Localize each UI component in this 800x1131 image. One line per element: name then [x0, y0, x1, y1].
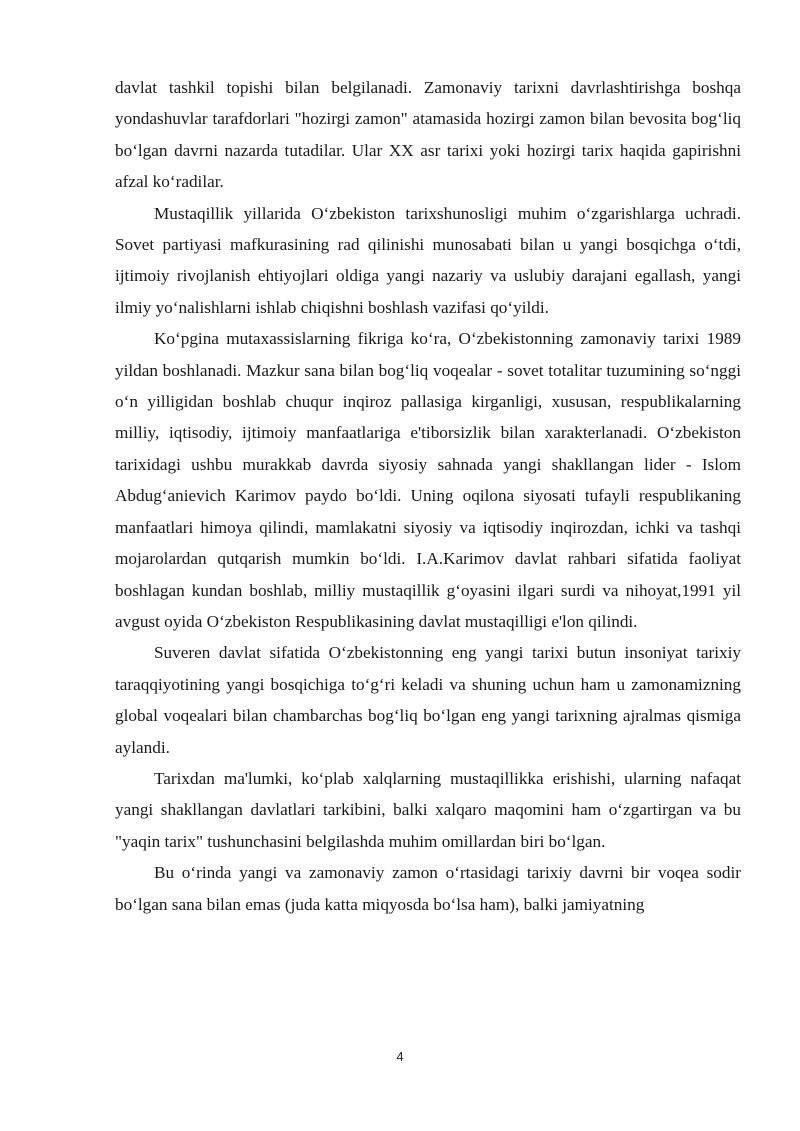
body-text — [115, 72, 741, 920]
paragraph-5: Tarixdan ma'lumki, ko‘plab xalqlarning mustaqillikka erishishi, ularning nafaqat yangi shakllangan davlatlari tarkibini, balki xalqaro maqomini ham o‘zgartirgan va bu "yaqin tarix" tushunchasini belgilashda muhim omillardan biri bo‘lgan. — [115, 768, 741, 851]
page-number: 4 — [396, 1049, 404, 1064]
paragraph-4: Suveren davlat sifatida O‘zbekistonning eng yangi tarixi butun insoniyat tarixiy taraqqiyotining yangi bosqichiga to‘g‘ri keladi va shuning uchun ham u zamonamizning global voqealari bilan chambarchas bog‘liq bo‘lgan eng yangi tarixning ajralmas qismiga aylandi. — [115, 643, 741, 757]
paragraph-1: davlat tashkil topishi bilan belgilanadi. Zamonaviy tarixni davrlashtirishga boshqa yondashuvlar tarafdorlari "hozirgi zamon" atamasida hozirgi zamon bilan bevosita bog‘liq bo‘lgan davrni nazarda tutadilar. Ular XX asr tarixi yoki hozirgi tarix haqida gapirishni afzal ko‘radilar. — [115, 78, 741, 192]
paragraph-2: Mustaqillik yillarida O‘zbekiston tarixshunosligi muhim o‘zgarishlarga uchradi. Sovet partiyasi mafkurasining rad qilinishi munosabati bilan u yangi bosqichga o‘tdi, ijtimoiy rivojlanish ehtiyojlari oldiga yangi nazariy va uslubiy darajani egallash, yangi ilmiy yo‘nalishlarni ishlab chiqishni boshlash vazifasi qo‘yildi. — [115, 203, 741, 317]
paragraph-3: Ko‘pgina mutaxassislarning fikriga ko‘ra, O‘zbekistonning zamonaviy tarixi 1989 yildan boshlanadi. Mazkur sana bilan bog‘liq voqealar - sovet totalitar tuzumining so‘nggi o‘n yilligidan boshlab chuqur inqiroz pallasiga kirganligi, xususan, respublikalarning milliy, iqtisodiy, ijtimoiy manfaatlariga e'tiborsizlik bilan xarakterlanadi. O‘zbekiston tarixidagi ushbu murakkab davrda siyosiy sahnada yangi shakllangan lider - Islom Abdug‘anievich Karimov paydo bo‘ldi. Uning oqilona siyosati tufayli respublikaning manfaatlari himoya qilindi, mamlakatni siyosiy va iqtisodiy inqirozdan, ichki va tashqi mojarolardan qutqarish mumkin bo‘ldi. I.A.Karimov davlat rahbari sifatida faoliyat boshlagan kundan boshlab, milliy mustaqillik g‘oyasini ilgari surdi va nihoyat,1991 yil avgust oyida O‘zbekiston Respublikasining davlat mustaqilligi e'lon qilindi. — [115, 329, 741, 631]
paragraph-6: Bu o‘rinda yangi va zamonaviy zamon o‘rtasidagi tarixiy davrni bir voqea sodir bo‘lgan sana bilan emas (juda katta miqyosda bo‘lsa ham), balki jamiyatning — [115, 863, 741, 914]
